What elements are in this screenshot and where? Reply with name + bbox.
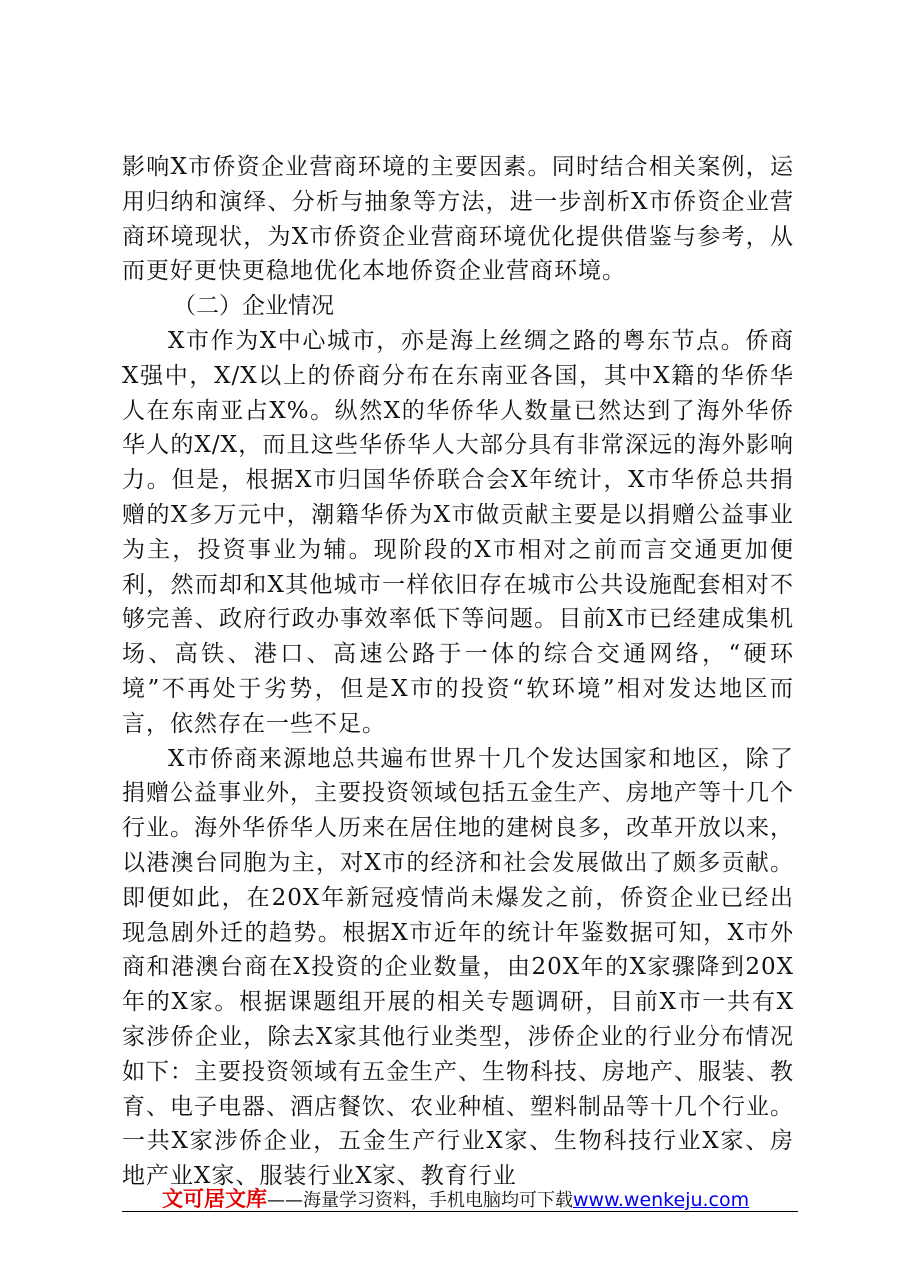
footer-brand: 文可居文库 [162, 1187, 267, 1211]
paragraph-investment-sectors: X市侨商来源地总共遍布世界十几个发达国家和地区，除了捐赠公益事业外，主要投资领域包括五金生产、房地产等十几个行业。海外华侨华人历来在居住地的建树良多，改革开放以来，以港澳台同胞为主，对X市的经济和社会发展做出了颇多贡献。即便如此，在20X年新冠疫情尚未爆发之前，侨资企业已经出现急剧外迁的趋势。根据X市近年的统计年鉴数据可知，X市外商和港澳台商在X投资的企业数量，由20X年的X家骤降到20X年的X家。根据课题组开展的相关专题调研，目前X市一共有X家涉侨企业，除去X家其他行业类型，涉侨企业的行业分布情况如下：主要投资领域有五金生产、生物科技、房地产、服装、教育、电子电器、酒店餐饮、农业种植、塑料制品等十几个行业。一共X家涉侨企业，五金生产行业X家、生物科技行业X家、房地产业X家、服装行业X家、教育行业 [122, 745, 794, 1190]
footer-site-link[interactable]: www.wenkeju.com [573, 1189, 750, 1211]
footer-slogan: ——海量学习资料，手机电脑均可下载 [267, 1190, 573, 1211]
footer-banner [162, 1183, 749, 1213]
paragraph-enterprise-overview: X市作为X中心城市，亦是海上丝绸之路的粤东节点。侨商X强中，X/X以上的侨商分布在东南亚各国，其中X籍的华侨华人在东南亚占X%。纵然X的华侨华人数量已然达到了海外华侨华人的X/X，而且这些华侨华人大部分具有非常深远的海外影响力。但是，根据X市归国华侨联合会X年统计，X市华侨总共捐赠的X多万元中，潮籍华侨为X市做贡献主要是以捐赠公益事业为主，投资事业为辅。现阶段的X市相对之前而言交通更加便利，然而却和X其他城市一样依旧存在城市公共设施配套相对不够完善、政府行政办事效率低下等问题。目前X市已经建成集机场、高铁、港口、高速公路于一体的综合交通网络，“硬环境”不再处于劣势，但是X市的投资“软环境”相对发达地区而言，依然存在一些不足。 [122, 327, 794, 737]
paragraph-intro: 影响X市侨资企业营商环境的主要因素。同时结合相关案例，运用归纳和演绎、分析与抽象等方法，进一步剖析X市侨资企业营商环境现状，为X市侨资企业营商环境优化提供借鉴与参考，从而更好更快更稳地优化本地侨资企业营商环境。 [122, 154, 794, 285]
document-body [122, 150, 794, 1194]
section-heading: （二）企业情况 [173, 293, 334, 320]
page-footer [122, 1180, 794, 1216]
footer-divider [122, 1211, 798, 1212]
